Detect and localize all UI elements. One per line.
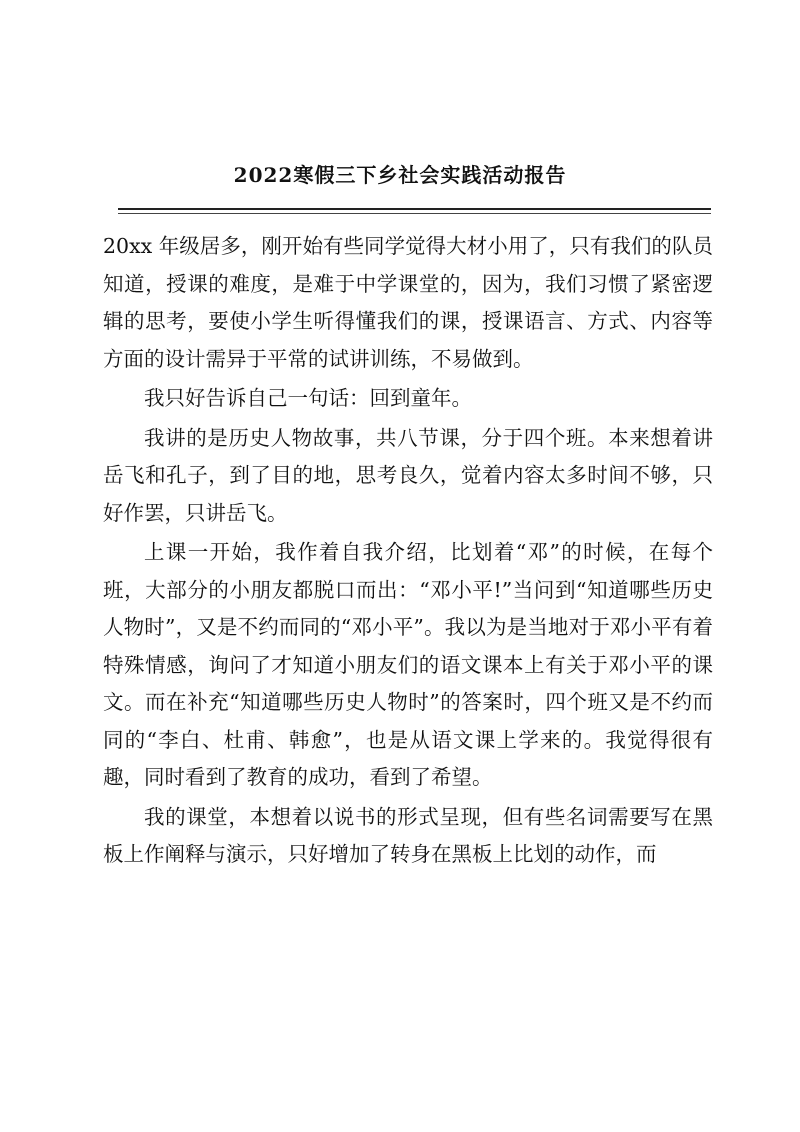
paragraph-continuation: 20xx 年级居多，刚开始有些同学觉得大材小用了，只有我们的队员知道，授课的难度，是难于中学课堂的，因为，我们习惯了紧密逻辑的思考，要使小学生听得懂我们的课，授课语言、方式、内容等方面的设计需异于平常的试讲训练，不易做到。 <box>103 234 713 371</box>
paragraph-class-introduction: 上课一开始，我作着自我介绍，比划着“邓”的时候，在每个班，大部分的小朋友都脱口而出：“邓小平!”当问到“知道哪些历史人物时”，又是不约而同的“邓小平”。我以为是当地对于邓小平有着特殊情感，询问了才知道小朋友们的语文课本上有关于邓小平的课文。而在补充“知道哪些历史人物时”的答案时，四个班又是不约而同的“李白、杜甫、韩愈”，也是从语文课上学来的。我觉得很有趣，同时看到了教育的成功，看到了希望。 <box>103 540 713 789</box>
title-divider-thick <box>118 208 711 210</box>
paragraph-back-to-childhood: 我只好告诉自己一句话：回到童年。 <box>144 386 472 410</box>
paragraph-storytelling: 我的课堂，本想着以说书的形式呈现，但有些名词需要写在黑板上作阐释与演示，只好增加了转身在黑板上比划的动作，而 <box>103 804 713 866</box>
document-body <box>103 228 713 874</box>
document-title: 2022寒假三下乡社会实践活动报告 <box>233 163 567 187</box>
title-divider-thin <box>118 213 711 214</box>
paragraph-history-lessons: 我讲的是历史人物故事，共八节课，分于四个班。本来想着讲岳飞和孔子，到了目的地，思考良久，觉着内容太多时间不够，只好作罢，只讲岳飞。 <box>103 425 713 525</box>
